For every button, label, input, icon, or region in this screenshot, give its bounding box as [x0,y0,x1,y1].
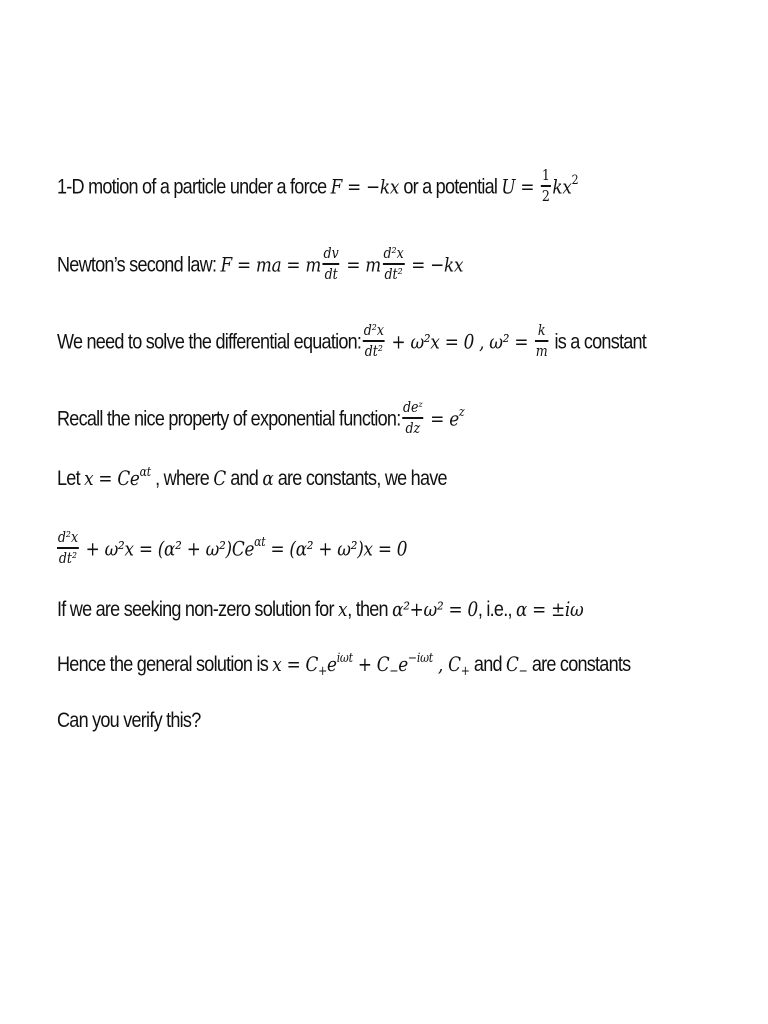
newton-tail: = −kx [406,252,464,277]
dv-numerator: dv [323,244,339,262]
c-plus-subscript-2: + [460,664,470,679]
nonzero-ie: , i.e., [477,597,516,621]
general-x-eq: x = C [272,652,319,676]
general-comma: , C [432,652,461,676]
general-suffix: are constants [527,652,631,676]
newton-expression: F = ma = m [220,252,322,277]
substitution-fraction [57,528,79,568]
nonzero-condition: α²+ω² = 0 [392,597,478,621]
nonzero-then: , then [347,597,393,621]
force-expression: F = −kx [330,174,400,199]
d2x-dt2-fraction [383,244,405,284]
potential-rhs: kx [552,174,572,199]
newton-text: Newton’s second law: [57,252,221,277]
differential-equation-line [57,323,646,363]
exponential-property-line [57,400,464,440]
exponential-equals: = e [425,406,459,431]
general-c2: C [506,652,519,676]
general-power2: −iωt [407,651,433,666]
dez-dz-fraction [402,398,423,438]
general-plus: + C [352,652,390,676]
intro-mid-text: or a potential [399,174,502,199]
substitution-line [57,530,407,570]
half-numerator: 1 [541,166,550,184]
exponential-text: Recall the nice property of exponential function: [57,406,401,431]
substitution-numerator: d²x [57,528,79,546]
dz-denominator: dz [405,418,421,437]
half-denominator: 2 [541,186,550,205]
ansatz-and: and [225,466,263,490]
diffeq-fraction [363,321,385,361]
newton-line [57,246,463,286]
ansatz-power: αt [139,465,151,480]
diffeq-numerator: d²x [363,321,384,339]
diffeq-tail: + ω²x = 0 , ω² = [386,329,534,354]
general-power1: iωt [336,651,353,666]
substitution-result: = (α² + ω²)x = 0 [265,536,408,561]
nonzero-solution: α = ±iω [515,597,584,621]
k-numerator: k [537,321,546,339]
diffeq-suffix: is a constant [550,329,647,354]
general-text: Hence the general solution is [57,652,273,676]
substitution-denominator: dt² [58,548,78,567]
ansatz-suffix: are constants, we have [273,466,447,490]
c-minus-subscript: − [389,664,399,679]
dt2-denominator: dt² [384,264,403,283]
potential-exponent: 2 [571,173,579,189]
diffeq-denominator: dt² [364,341,383,360]
general-e2: e [398,652,408,676]
ansatz-where: , where [150,466,214,490]
nonzero-x: x [337,597,348,621]
k-over-m-fraction [535,321,549,361]
c-plus-subscript: + [318,664,327,679]
ansatz-c: C [213,466,226,490]
nonzero-text: If we are seeking non-zero solution for [57,597,338,621]
exponential-power: z [458,405,465,421]
ansatz-expression: x = Ce [84,466,140,490]
potential-lhs: U = [501,174,540,199]
ansatz-line [57,466,447,491]
intro-line [57,168,579,208]
dv-dt-fraction [323,244,340,284]
general-e1: e [326,652,337,676]
newton-equals-m: = m [341,252,381,277]
ansatz-alpha: α [262,466,274,490]
verify-text: Can you verify this? [57,708,201,732]
dt-denominator: dt [324,264,338,283]
c-minus-subscript-2: − [518,664,528,679]
general-and: and [469,652,507,676]
verify-line [57,708,200,733]
dez-numerator: deᶻ [402,398,423,416]
intro-text: 1-D motion of a particle under a force [57,174,331,199]
general-solution-line [57,652,630,677]
d2x-numerator: d²x [383,244,404,262]
one-half-fraction [541,166,551,206]
substitution-power: αt [254,535,266,551]
nonzero-solution-line [57,597,583,622]
substitution-expression: + ω²x = (α² + ω²)Ce [80,536,255,561]
diffeq-text: We need to solve the differential equation: [57,329,362,354]
ansatz-prefix: Let [57,466,85,490]
m-denominator: m [535,341,548,360]
